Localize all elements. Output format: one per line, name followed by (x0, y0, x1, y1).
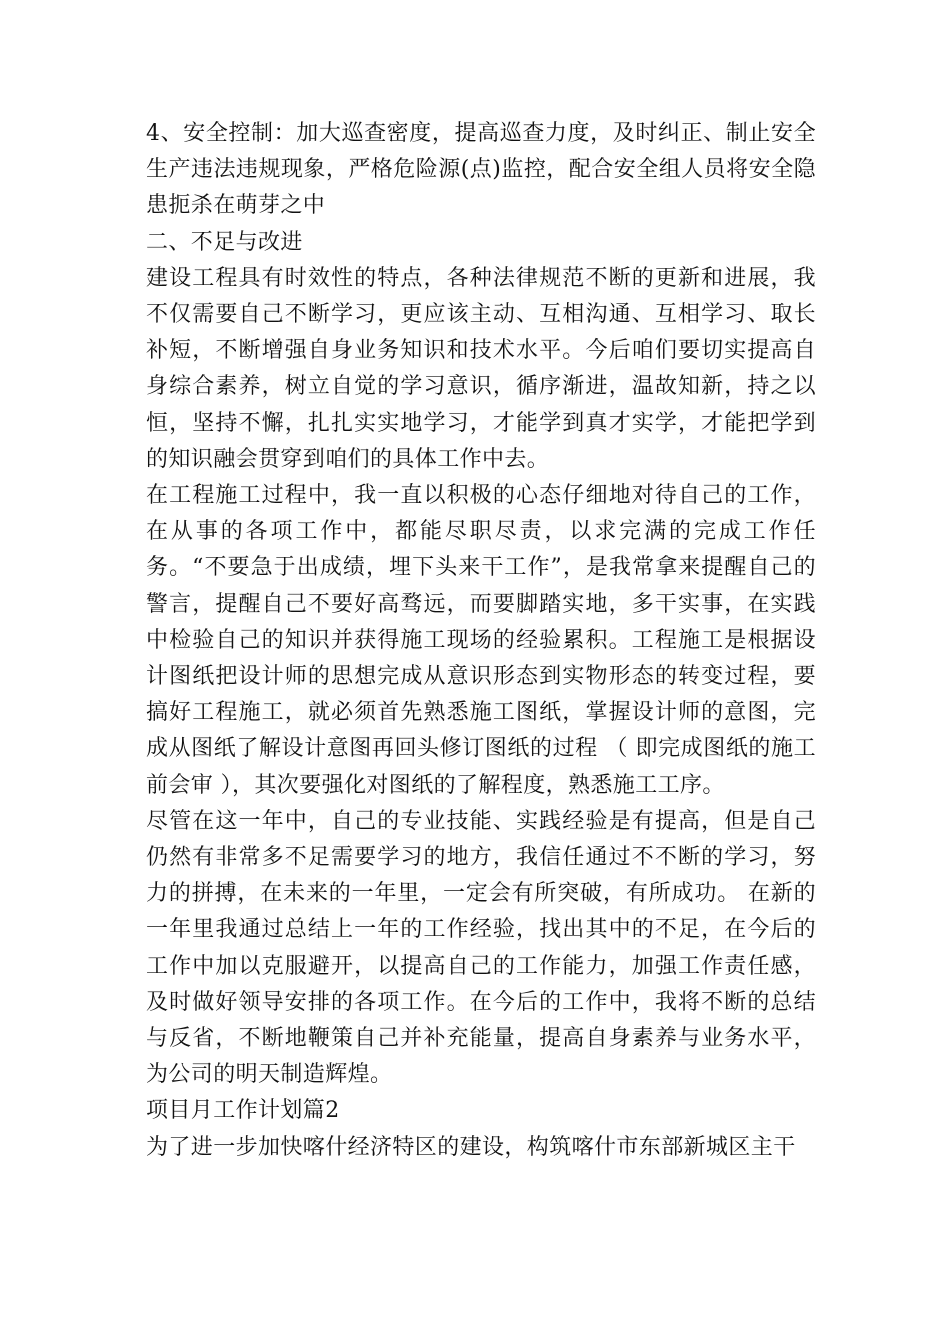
paragraph-safety-control: 4、安全控制：加大巡查密度，提高巡查力度，及时纠正、制止安全生产违法违规现象，严格危险源(点)监控，配合安全组人员将安全隐患扼杀在萌芽之中 (146, 121, 816, 219)
paragraph-learning: 建设工程具有时效性的特点，各种法律规范不断的更新和进展，我不仅需要自己不断学习，更应该主动、互相沟通、互相学习、取长补短，不断增强自身业务知识和技术水平。今后咱们要切实提高自身综合素养，树立自觉的学习意识，循序渐进，温故知新，持之以恒，坚持不懈，扎扎实实地学习，才能学到真才实学，才能把学到的知识融会贯穿到咱们的具体工作中去。 (146, 265, 816, 472)
paragraph-kashgar: 为了进一步加快喀什经济特区的建设，构筑喀什市东部新城区主干 (146, 1134, 796, 1160)
section-heading-plan-2: 项目月工作计划篇2 (146, 1098, 340, 1124)
paragraph-construction-process: 在工程施工过程中，我一直以积极的心态仔细地对待自己的工作，在从事的各项工作中，都能尽职尽责，以求完满的完成工作任务。“不要急于出成绩，埋下头来干工作”，是我常拿来提醒自己的警言，提醒自己不要好高骛远，而要脚踏实地，多干实事，在实践中检验自己的知识并获得施工现场的经验累积。工程施工是根据设计图纸把设计师的思想完成从意识形态到实物形态的转变过程，要搞好工程施工，就必须首先熟悉施工图纸，掌握设计师的意图，完成从图纸了解设计意图再回头修订图纸的过程 （ 即完成图纸的施工前会审 ），其次要强化对图纸的了解程度，熟悉施工工序。 (146, 483, 816, 798)
paragraph-year-summary: 尽管在这一年中，自己的专业技能、实践经验是有提高，但是自己仍然有非常多不足需要学习的地方，我信任通过不不断的学习，努力的拼搏，在未来的一年里，一定会有所突破，有所成功。 在新的一年里我通过总结上一年的工作经验，找出其中的不足，在今后的工作中加以克服避开，以提高自己的工作能力，加强工作责任感，及时做好领导安排的各项工作。在今后的工作中，我将不断的总结与反省，不断地鞭策自己并补充能量，提高自身素养与业务水平，为公司的明天制造辉煌。 (146, 808, 816, 1088)
document-page (146, 116, 816, 1166)
section-heading-shortcomings: 二、不足与改进 (146, 229, 303, 255)
